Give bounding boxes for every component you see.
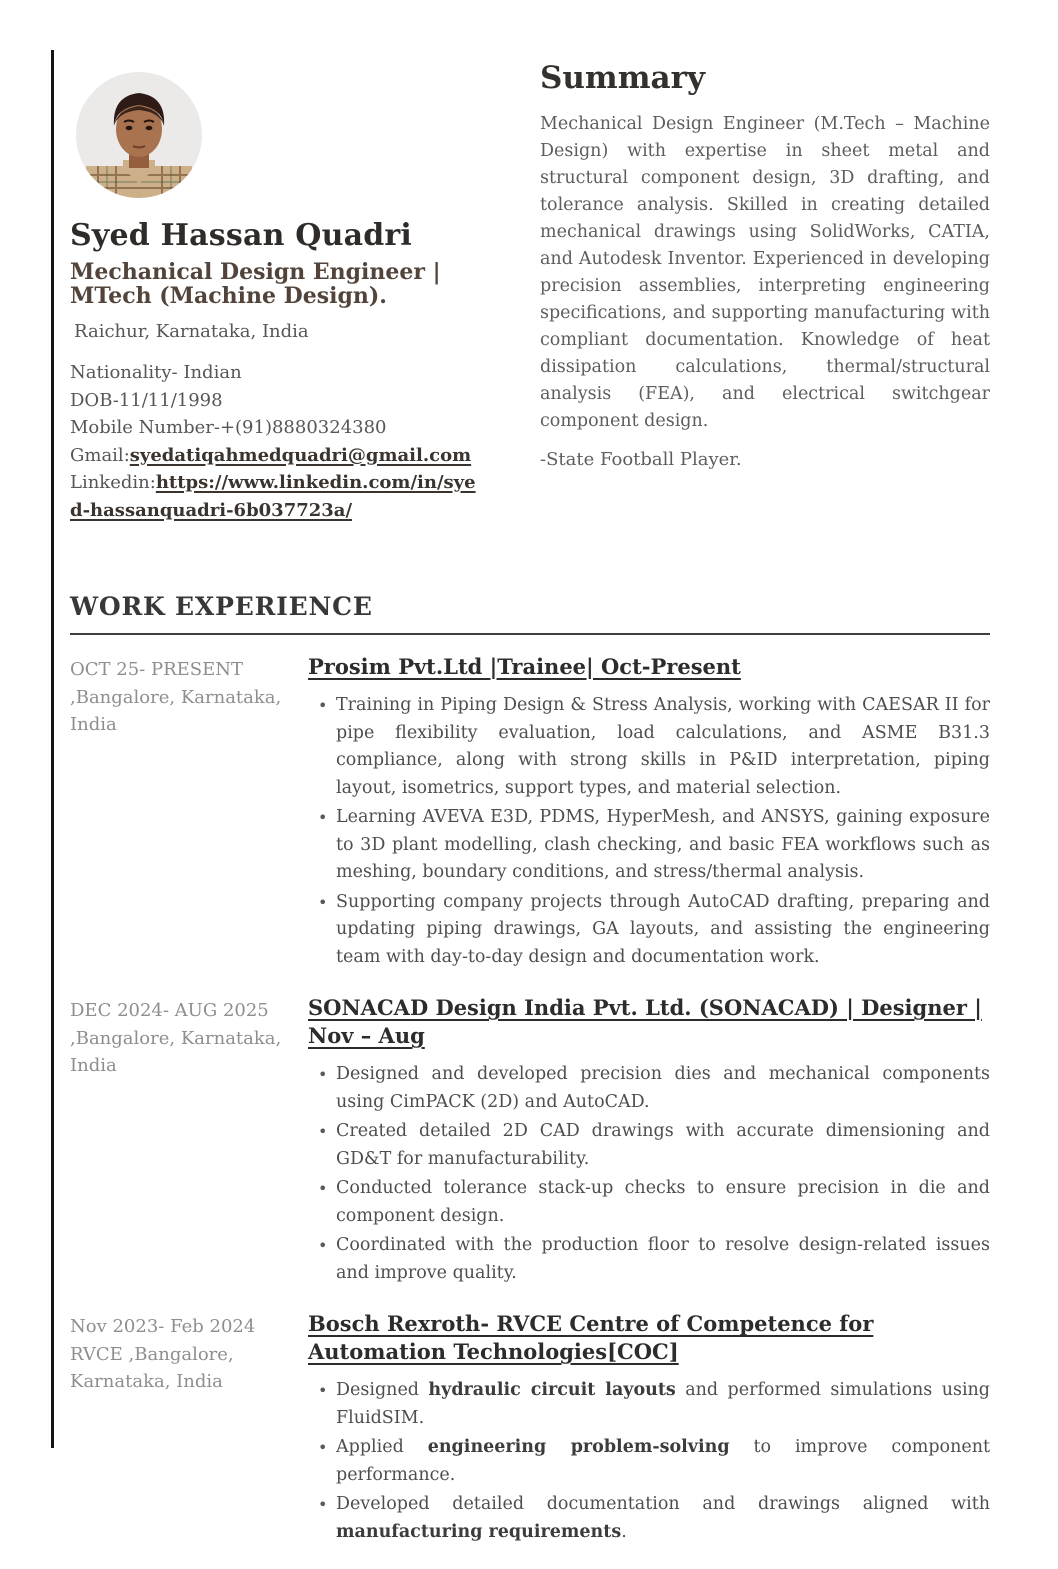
job-date-line: Karnataka, India: [70, 1371, 223, 1392]
job-date-line: India: [70, 714, 117, 735]
job-date-line: Nov 2023- Feb 2024: [70, 1316, 256, 1337]
gmail-link[interactable]: syedatiqahmedquadri@gmail.com: [129, 444, 472, 466]
job-entry: [70, 994, 990, 1289]
gmail-line: [70, 442, 482, 470]
profile-photo: [76, 72, 202, 198]
job-bullet: • Supporting company projects through AutoCAD drafting, preparing and updating piping drawings, GA layouts, and assisting the engineering team with day-to-day design and documentation work.: [336, 889, 990, 972]
header-section: [70, 0, 990, 592]
job-bullet: • Developed detailed documentation and drawings aligned with manufacturing requirements.: [336, 1491, 990, 1546]
header-left-column: [70, 0, 540, 592]
work-experience-section: [70, 592, 990, 1548]
job-bullet: • Created detailed 2D CAD drawings with accurate dimensioning and GD&T for manufacturability.: [336, 1118, 990, 1173]
left-border-rule: [51, 50, 54, 1448]
job-bullet-list: [308, 1377, 990, 1546]
job-date-line: RVCE ,Bangalore,: [70, 1343, 234, 1365]
summary-heading: Summary: [540, 60, 705, 96]
job-entry: [70, 1310, 990, 1548]
summary-section: [540, 0, 990, 592]
linkedin-label: Linkedin:: [70, 472, 156, 493]
profile-photo-image: [76, 72, 202, 198]
job-bullet: • Learning AVEVA E3D, PDMS, HyperMesh, and ANSYS, gaining exposure to 3D plant modelling, clash checking, and basic FEA workflows such as meshing, boundary conditions, and stress/thermal analysis.: [336, 804, 990, 887]
job-date-line: ,Bangalore, Karnataka,: [70, 686, 282, 708]
job-body: [308, 994, 990, 1289]
job-title: Prosim Pvt.Ltd |Trainee| Oct-Present: [308, 654, 741, 679]
job-body: [308, 1310, 990, 1548]
job-date-line: DEC 2024- AUG 2025: [70, 1000, 269, 1021]
dob-line: DOB-11/11/1998: [70, 389, 223, 411]
job-dates: [70, 994, 308, 1289]
job-bullet: • Designed hydraulic circuit layouts and performed simulations using FluidSIM.: [336, 1377, 990, 1432]
job-bullet-list: [308, 692, 990, 971]
person-name: Syed Hassan Quadri: [70, 218, 413, 253]
work-experience-heading: WORK EXPERIENCE: [70, 592, 373, 621]
job-bullet: • Conducted tolerance stack-up checks to ensure precision in die and component design.: [336, 1175, 990, 1230]
mobile-line: Mobile Number-+(91)8880324380: [70, 417, 387, 438]
contact-block: [70, 359, 482, 524]
person-job-title: Mechanical Design Engineer | MTech (Machine Design).: [70, 259, 441, 309]
section-divider: [70, 633, 990, 635]
job-title: Bosch Rexroth- RVCE Centre of Competence for Automation Technologies[COC]: [308, 1311, 874, 1364]
linkedin-link[interactable]: https://www.linkedin.com/in/syed-hassanquadri-6b037723a/: [70, 472, 476, 521]
linkedin-line: [70, 469, 482, 524]
job-list: [70, 653, 990, 1548]
job-entry: [70, 653, 990, 973]
gmail-label: Gmail:: [70, 444, 130, 466]
job-title: SONACAD Design India Pvt. Ltd. (SONACAD) | Designer | Nov – Aug: [308, 995, 982, 1048]
job-date-line: ,Bangalore, Karnataka,: [70, 1027, 282, 1049]
job-date-line: India: [70, 1055, 117, 1076]
job-body: [308, 653, 990, 973]
job-bullet: • Designed and developed precision dies and mechanical components using CimPACK (2D) and AutoCAD.: [336, 1061, 990, 1116]
job-dates: [70, 1310, 308, 1548]
job-bullet: • Applied engineering problem-solving to improve component performance.: [336, 1434, 990, 1489]
location-text: Raichur, Karnataka, India: [74, 321, 309, 342]
job-bullet-list: [308, 1061, 990, 1287]
summary-note: -State Football Player.: [540, 449, 742, 470]
summary-body: Mechanical Design Engineer (M.Tech – Machine Design) with expertise in sheet metal and structural component design, 3D drafting, and tolerance analysis. Skilled in creating detailed mechanical drawings using SolidWorks, CATIA, and Autodesk Inventor. Experienced in developing precision assemblies, interpreting engineering specifications, and supporting manufacturing with compliant documentation. Knowledge of heat dissipation calculations, thermal/structural analysis (FEA), and electrical switchgear component design.: [540, 114, 990, 431]
resume-content: [70, 0, 990, 1569]
nationality-line: Nationality- Indian: [70, 362, 242, 383]
job-date-line: OCT 25- PRESENT: [70, 659, 243, 680]
job-bullet: • Coordinated with the production floor to resolve design-related issues and improve quality.: [336, 1232, 990, 1287]
job-bullet: • Training in Piping Design & Stress Analysis, working with CAESAR II for pipe flexibility evaluation, load calculations, and ASME B31.3 compliance, along with strong skills in P&ID interpretation, piping layout, isometrics, support types, and material selection.: [336, 692, 990, 802]
job-dates: [70, 653, 308, 973]
